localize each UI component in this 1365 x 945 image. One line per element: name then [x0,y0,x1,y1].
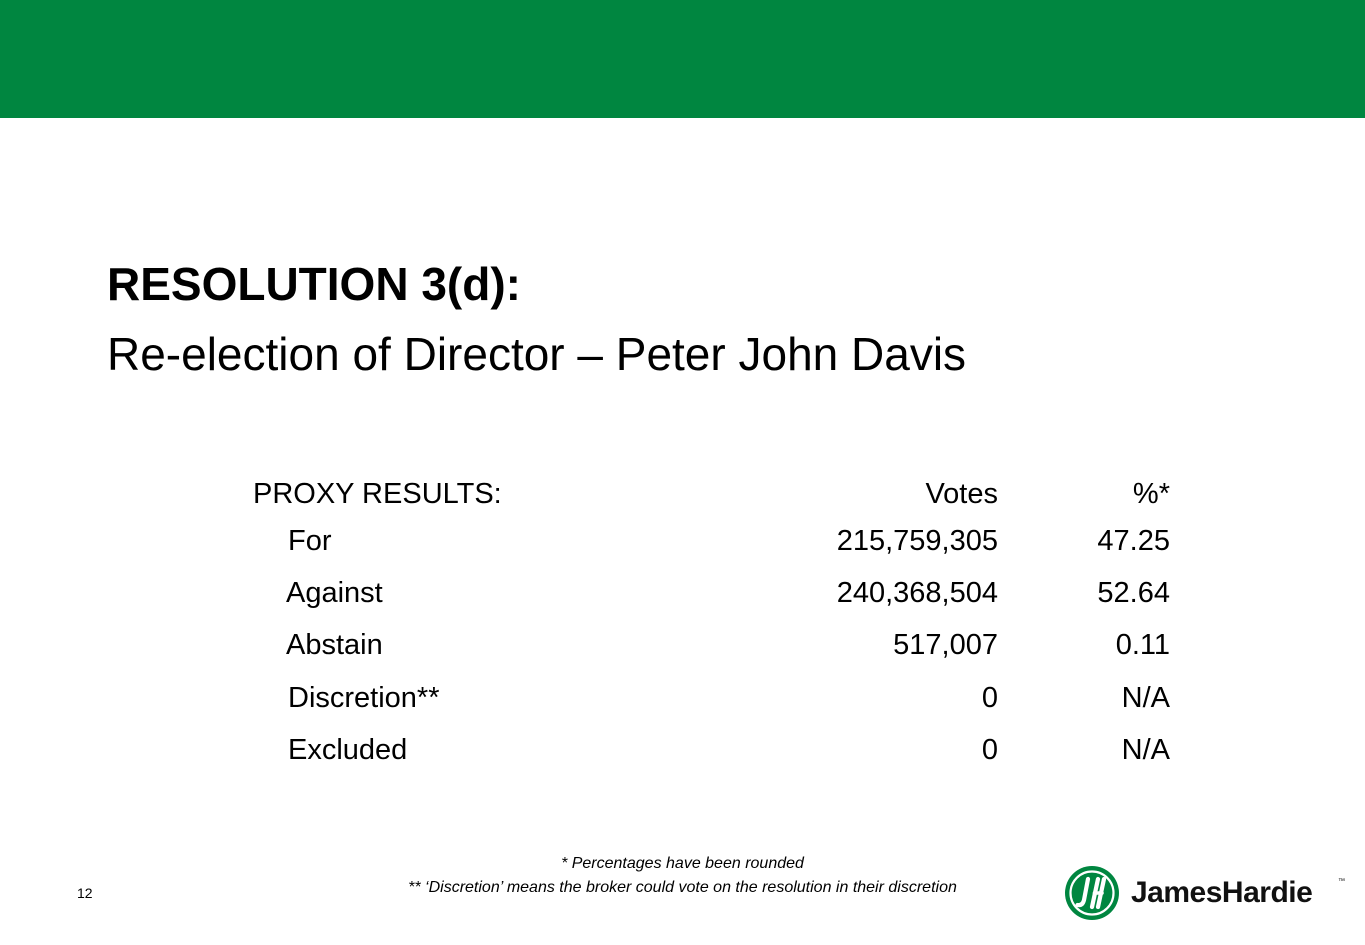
votes-column-header: Votes [925,478,998,510]
footnote-rounded: * Percentages have been rounded [561,855,804,872]
row-label-excluded: Excluded [288,734,408,766]
proxy-results-label: PROXY RESULTS: [253,478,502,510]
row-votes-for: 215,759,305 [836,525,998,557]
row-votes-discretion: 0 [981,682,998,714]
row-pct-discretion: N/A [1121,682,1170,714]
page-number: 12 [77,885,93,901]
james-hardie-logo [1063,864,1348,922]
row-label-abstain: Abstain [286,629,383,661]
row-label-against: Against [286,577,383,609]
row-pct-abstain: 0.11 [1115,629,1170,661]
logo-wordmark: JamesHardie [1131,876,1313,909]
resolution-subtitle: Re-election of Director – Peter John Davis [107,328,967,380]
row-pct-against: 52.64 [1097,577,1170,609]
james-hardie-logo-mark-icon [1063,864,1121,922]
row-votes-excluded: 0 [981,734,998,766]
row-pct-for: 47.25 [1097,525,1170,557]
row-pct-excluded: N/A [1121,734,1170,766]
row-votes-against: 240,368,504 [836,577,998,609]
footnote-discretion: ** ‘Discretion’ means the broker could vote on the resolution in their discretion [408,879,957,896]
logo-trademark: ™ [1338,878,1345,885]
percent-column-header: %* [1132,478,1170,510]
row-label-discretion: Discretion** [288,682,440,714]
resolution-title: RESOLUTION 3(d): [107,258,521,310]
row-label-for: For [288,525,332,557]
row-votes-abstain: 517,007 [893,629,998,661]
